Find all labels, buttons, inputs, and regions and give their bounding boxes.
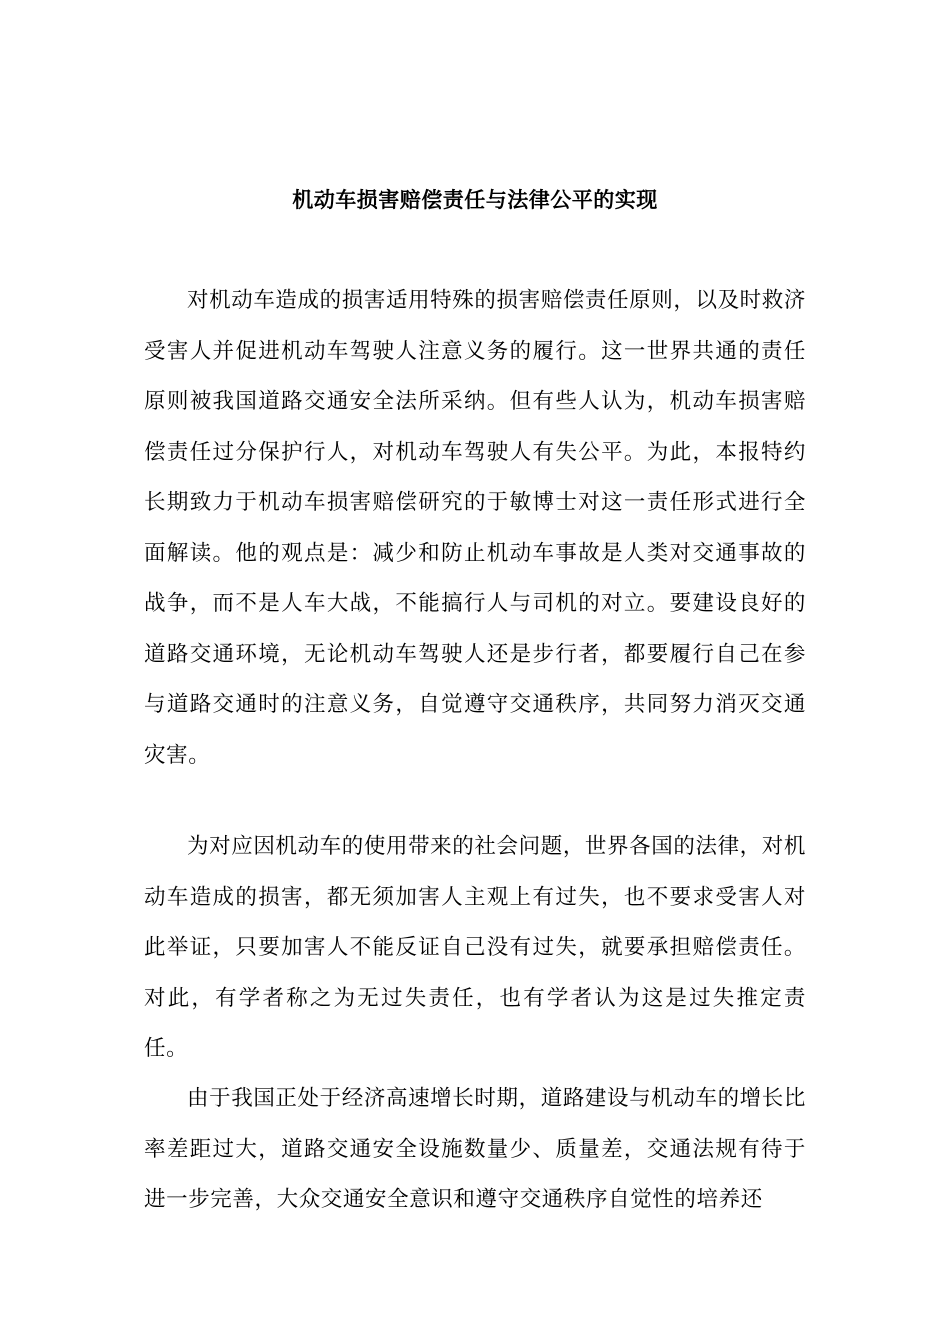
document-title: 机动车损害赔偿责任与法律公平的实现	[292, 187, 658, 212]
paragraph-1: 对机动车造成的损害适用特殊的损害赔偿责任原则，以及时救济受害人并促进机动车驾驶人注意义务的履行。这一世界共通的责任原则被我国道路交通安全法所采纳。但有些人认为，机动车损害赔偿责任过分保护行人，对机动车驾驶人有失公平。为此，本报特约长期致力于机动车损害赔偿研究的于敏博士对这一责任形式进行全面解读。他的观点是：减少和防止机动车事故是人类对交通事故的战争，而不是人车大战，不能搞行人与司机的对立。要建设良好的道路交通环境，无论机动车驾驶人还是步行者，都要履行自己在参与道路交通时的注意义务，自觉遵守交通秩序，共同努力消灭交通灾害。	[144, 288, 806, 768]
paragraph-3: 由于我国正处于经济高速增长时期，道路建设与机动车的增长比率差距过大，道路交通安全设施数量少、质量差，交通法规有待于进一步完善，大众交通安全意识和遵守交通秩序自觉性的培养还	[144, 1086, 806, 1212]
paragraph-2: 为对应因机动车的使用带来的社会问题，世界各国的法律，对机动车造成的损害，都无须加害人主观上有过失，也不要求受害人对此举证，只要加害人不能反证自己没有过失，就要承担赔偿责任。对此，有学者称之为无过失责任，也有学者认为这是过失推定责任。	[144, 834, 806, 1061]
